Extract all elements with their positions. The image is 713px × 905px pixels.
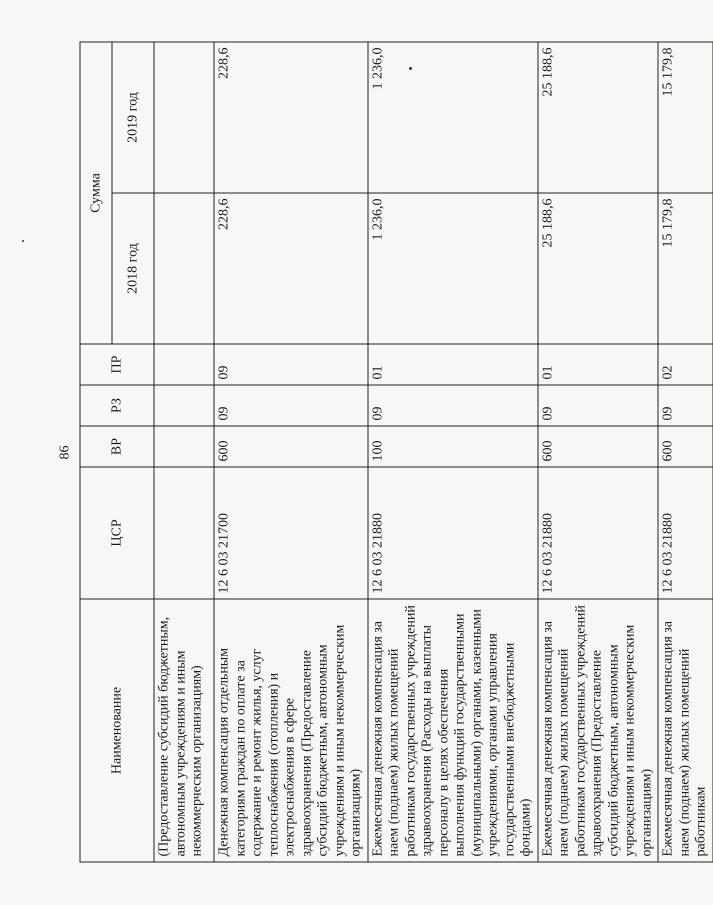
row-rz: 09 — [538, 385, 659, 426]
row-rz — [154, 385, 214, 426]
row-csr: 12 6 03 21880 — [368, 467, 538, 599]
row-name: Ежемесячная денежная компенсация за наем (поднаем) жилых помещений работникам государственных учреждений здравоохранения (Расходы на выплаты персоналу в целях обеспечения выполнения функций государственными (муниципальными) органами, казенными учреждениями, органами управления государственными внебюджетными фондами) — [368, 599, 538, 862]
row-2019: 15 179,8 — [658, 42, 713, 193]
table-row — [214, 42, 368, 862]
table-row — [658, 42, 713, 862]
header-row-top — [80, 42, 112, 862]
budget-table — [80, 42, 713, 863]
row-vr: 600 — [538, 426, 659, 467]
row-2018: 25 188,6 — [538, 193, 659, 344]
row-pr: 02 — [658, 344, 713, 385]
row-2019: 1 236,0 — [368, 42, 538, 193]
row-pr: 01 — [368, 344, 538, 385]
header-2018: 2018 год — [112, 193, 154, 344]
row-rz: 09 — [214, 385, 368, 426]
row-pr — [154, 344, 214, 385]
row-2019: 25 188,6 — [538, 42, 659, 193]
row-vr: 600 — [214, 426, 368, 467]
row-csr: 12 6 03 21880 — [538, 467, 659, 599]
header-rz: РЗ — [80, 385, 154, 426]
row-name: Ежемесячная денежная компенсация за наем (поднаем) жилых помещений работникам — [658, 599, 713, 862]
row-2018: 1 236,0 — [368, 193, 538, 344]
row-name: Ежемесячная денежная компенсация за наем (поднаем) жилых помещений работникам государственных учреждений здравоохранения (Предоставление субсидий бюджетным, автономным учреждениям и иным некоммерческим организациям) — [538, 599, 659, 862]
row-2018: 228,6 — [214, 193, 368, 344]
row-rz: 09 — [658, 385, 713, 426]
row-name: (Предоставление субсидий бюджетным, автономным учреждениям и иным некоммерческим организациям) — [154, 599, 214, 862]
row-rz: 09 — [368, 385, 538, 426]
row-csr: 12 6 03 21880 — [658, 467, 713, 599]
row-2019 — [154, 42, 214, 193]
row-vr — [154, 426, 214, 467]
header-pr: ПР — [80, 344, 154, 385]
row-name: Денежная компенсация отдельным категориям граждан по оплате за содержание и ремонт жилья, услуг теплоснабжения (отопления) и электроснабжения в сфере здравоохранения (Предоставление субсидий бюджетным, автономным учреждениям и иным некоммерческим организациям) — [214, 599, 368, 862]
row-vr: 600 — [658, 426, 713, 467]
table-row — [538, 42, 659, 862]
table-row — [154, 42, 214, 862]
header-csr: ЦСР — [80, 467, 154, 599]
header-name: Наименование — [80, 599, 154, 862]
header-vr: ВР — [80, 426, 154, 467]
row-2019: 228,6 — [214, 42, 368, 193]
table-row — [368, 42, 538, 862]
row-csr: 12 6 03 21700 — [214, 467, 368, 599]
row-pr: 01 — [538, 344, 659, 385]
rotated-page — [57, 43, 709, 863]
scan-speck — [22, 240, 24, 242]
page-number: 86 — [57, 445, 73, 460]
row-2018: 15 179,8 — [658, 193, 713, 344]
row-vr: 100 — [368, 426, 538, 467]
row-csr — [154, 467, 214, 599]
header-sum: Сумма — [80, 42, 112, 344]
row-pr: 09 — [214, 344, 368, 385]
header-2019: 2019 год — [112, 42, 154, 193]
row-2018 — [154, 193, 214, 344]
